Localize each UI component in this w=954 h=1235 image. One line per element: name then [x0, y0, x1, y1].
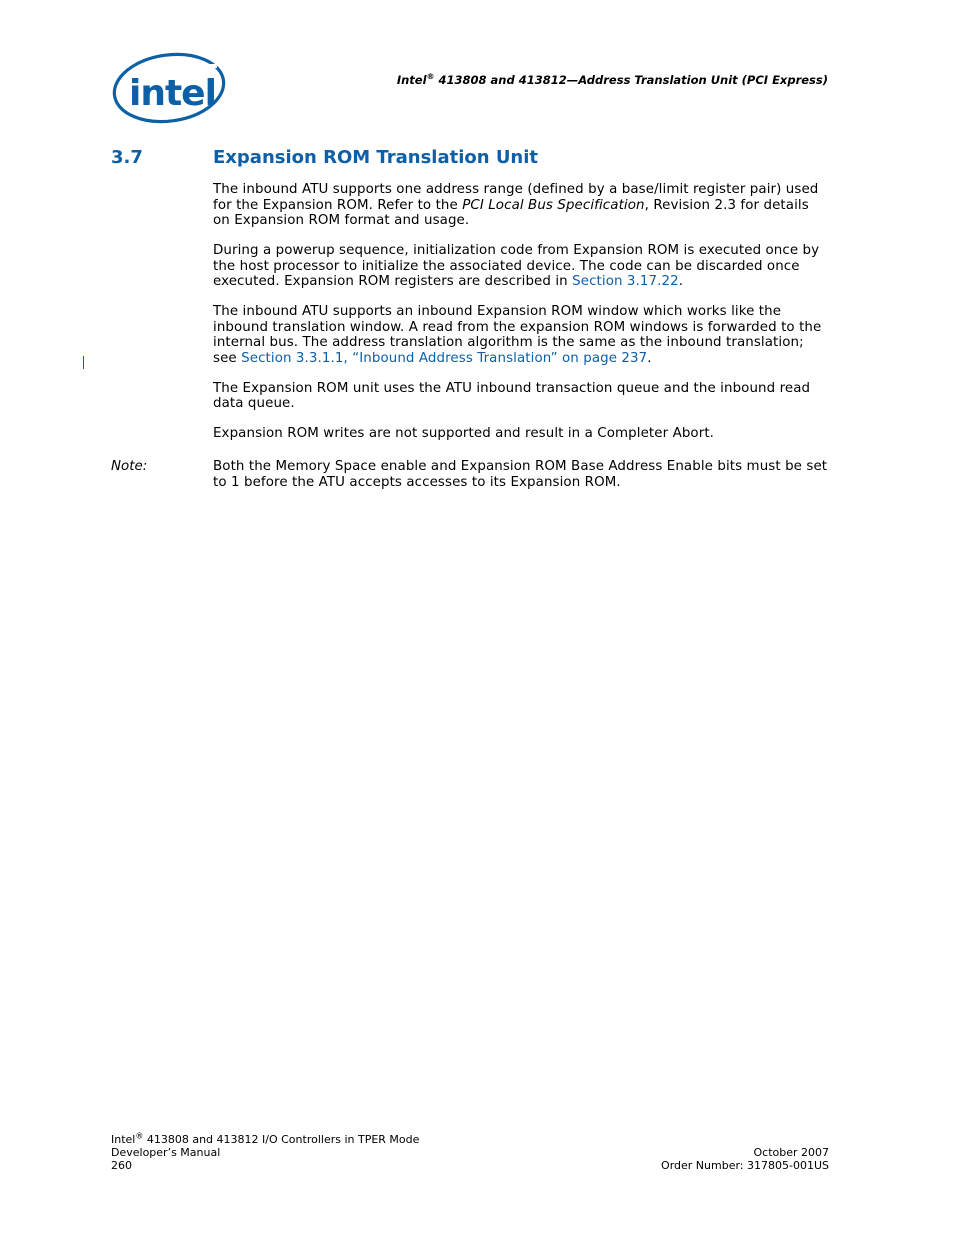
paragraph-3-text-a: The inbound ATU supports an inbound Expansion ROM window which works like the inbound translation window. A read from the expansion ROM windows is forwarded to the internal bus. The address translation algorithm is the same as the inbound translation; see [213, 304, 822, 366]
paragraph-2 [213, 243, 829, 290]
running-header-text: 413808 and 413812—Address Translation Unit (PCI Express) [434, 73, 828, 87]
footer-manual-type: Developer’s Manual [111, 1146, 221, 1159]
running-header [397, 73, 828, 87]
footer-date: October 2007 [753, 1146, 829, 1159]
page-number: 260 [111, 1159, 132, 1172]
footer-doc-title [111, 1133, 419, 1146]
paragraph-2-text-b: . [678, 274, 684, 289]
paragraph-3-text-b: . [647, 350, 652, 366]
change-bar [83, 356, 84, 369]
footer-right [661, 1146, 829, 1172]
footer-order-number: Order Number: 317805-001US [661, 1159, 829, 1172]
section-body [213, 182, 829, 456]
intel-logo [110, 50, 228, 128]
section-3-3-1-1-link[interactable]: Section 3.3.1.1, “Inbound Address Translation” on page 237 [241, 350, 648, 366]
section-title: Expansion ROM Translation Unit [213, 147, 539, 168]
footer-brand: Intel [111, 1133, 136, 1146]
paragraph-5: Expansion ROM writes are not supported and result in a Completer Abort. [213, 426, 715, 441]
note-text: Both the Memory Space enable and Expansion ROM Base Address Enable bits must be set to 1 before the ATU accepts accesses to its Expansion ROM. [213, 459, 828, 490]
registered-mark: ® [426, 72, 435, 82]
footer-doc-title-text: 413808 and 413812 I/O Controllers in TPER Mode [143, 1133, 420, 1146]
spec-title: PCI Local Bus Specification [462, 197, 645, 213]
paragraph-1-text-a: The inbound ATU supports one address range (defined by a base/limit register pair) used for the Expansion ROM. Refer to the [213, 182, 819, 213]
paragraph-1-text-b: , Revision 2.3 for details on Expansion ROM format and usage. [213, 197, 809, 228]
paragraph-4: The Expansion ROM unit uses the ATU inbound transaction queue and the inbound read data queue. [213, 380, 811, 411]
paragraph-2-text-a: During a powerup sequence, initialization code from Expansion ROM is executed once by the host processor to initialize the associated device. The code can be discarded once executed. Expansion ROM registers are described in [213, 243, 820, 289]
footer-registered-mark: ® [135, 1131, 144, 1141]
note-label: Note: [111, 459, 148, 474]
paragraph-1 [213, 182, 829, 229]
footer-left [111, 1133, 419, 1172]
section-number: 3.7 [111, 147, 143, 168]
running-header-brand: Intel [396, 73, 427, 87]
svg-text:intel: intel [129, 73, 216, 114]
paragraph-3 [213, 304, 829, 366]
section-3-17-22-link[interactable]: Section 3.17.22 [572, 274, 679, 289]
